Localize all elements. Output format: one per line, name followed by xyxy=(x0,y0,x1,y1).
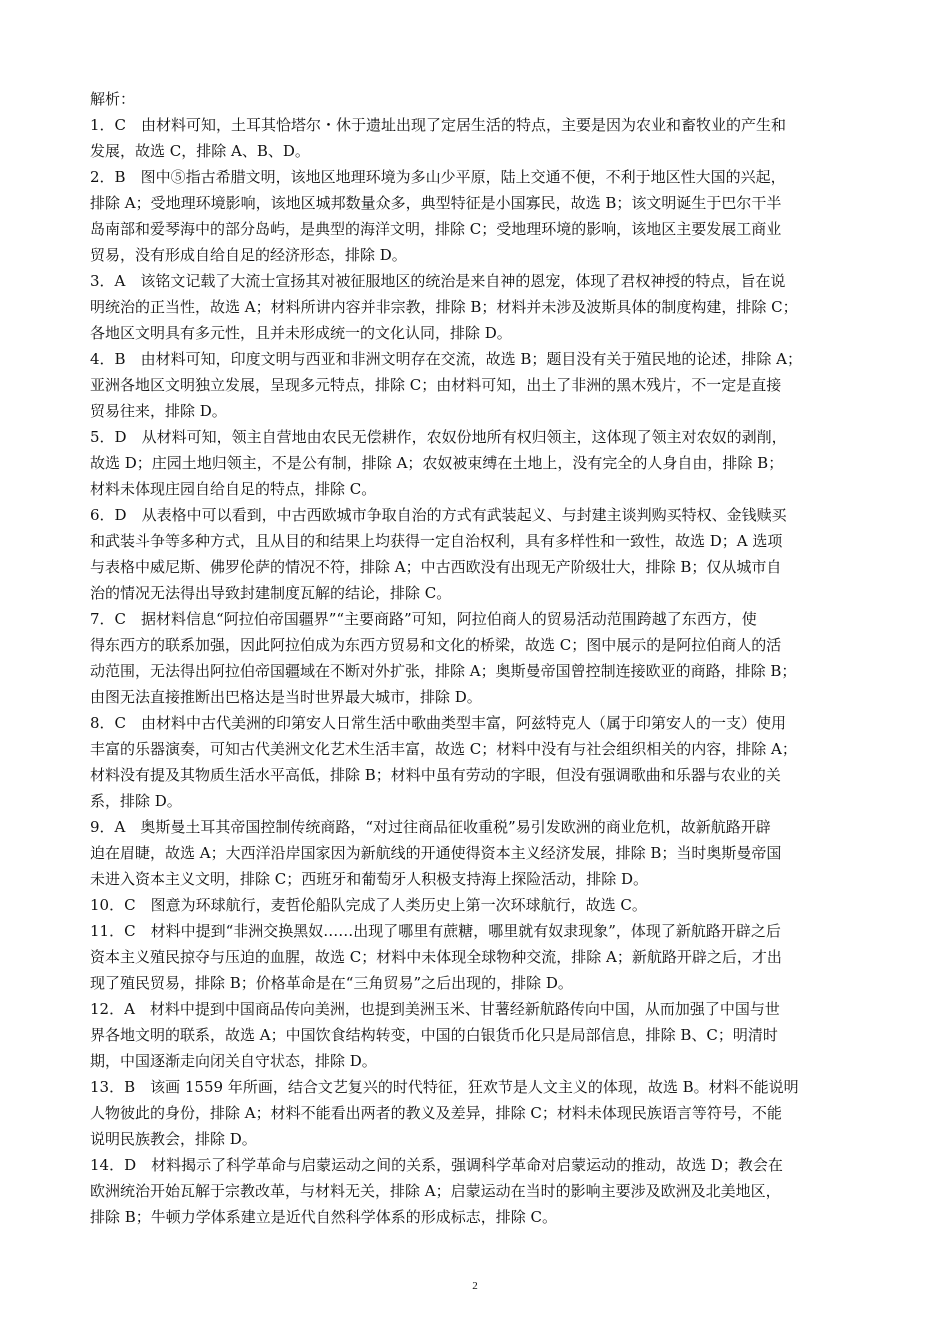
answer-item xyxy=(90,268,862,346)
answer-line: 材料没有提及其物质生活水平高低，排除 B；材料中虽有劳动的字眼，但没有强调歌曲和乐器与农业的关 xyxy=(90,766,781,784)
answer-item xyxy=(90,996,862,1074)
answer-line: 5．D 从材料可知，领主自营地由农民无偿耕作，农奴份地所有权归领主，这体现了领主对农奴的剥削， xyxy=(90,428,787,446)
answer-line: 与表格中威尼斯、佛罗伦萨的情况不符，排除 A；中古西欧没有出现无产阶级壮大，排除 B；仅从城市自 xyxy=(90,558,782,576)
answer-line: 未进入资本主义文明，排除 C；西班牙和葡萄牙人积极支持海上探险活动，排除 D。 xyxy=(90,870,649,888)
answer-item xyxy=(90,918,862,996)
answer-line: 界各地文明的联系，故选 A；中国饮食结构转变，中国的白银货币化只是局部信息，排除 B、C；明清时 xyxy=(90,1026,778,1044)
answer-item xyxy=(90,112,862,164)
answer-line: 和武装斗争等多种方式，且从目的和结果上均获得一定自治权利，具有多样性和一致性，故选 D；A 选项 xyxy=(90,532,783,550)
answer-line: 动范围，无法得出阿拉伯帝国疆域在不断对外扩张，排除 A；奥斯曼帝国曾控制连接欧亚的商路，排除 B； xyxy=(90,662,797,680)
answer-line: 8．C 由材料中古代美洲的印第安人日常生活中歌曲类型丰富，阿兹特克人（属于印第安人的一支）使用 xyxy=(90,714,787,732)
answer-line: 3．A 该铭文记载了大流士宣扬其对被征服地区的统治是来自神的恩宠，体现了君权神授的特点，旨在说 xyxy=(90,272,786,290)
answer-item xyxy=(90,502,862,606)
answer-line: 10．C 图意为环球航行，麦哲伦船队完成了人类历史上第一次环球航行，故选 C。 xyxy=(90,896,647,914)
answer-line: 资本主义殖民掠夺与压迫的血腥，故选 C；材料中未体现全球物种交流，排除 A；新航路开辟之后，才出 xyxy=(90,948,782,966)
answer-line: 2．B 图中⑤指古希腊文明，该地区地理环境为多山少平原，陆上交通不便，不利于地区性大国的兴起， xyxy=(90,168,786,186)
answer-line: 材料未体现庄园自给自足的特点，排除 C。 xyxy=(90,480,377,498)
answer-line: 期，中国逐渐走向闭关自守状态，排除 D。 xyxy=(90,1052,377,1070)
answer-line: 排除 A；受地理环境影响，该地区城邦数量众多，典型特征是小国寡民，故选 B；该文明诞生于巴尔干半 xyxy=(90,194,782,212)
page-number: 2 xyxy=(472,1280,478,1292)
answer-item xyxy=(90,606,862,710)
answer-line: 1．C 由材料可知，土耳其恰塔尔・休于遗址出现了定居生活的特点，主要是因为农业和畜牧业的产生和 xyxy=(90,116,787,134)
answer-line: 故选 D；庄园土地归领主，不是公有制，排除 A；农奴被束缚在土地上，没有完全的人身自由，排除 B； xyxy=(90,454,784,472)
answer-item xyxy=(90,814,862,892)
answer-line: 6．D 从表格中可以看到，中古西欧城市争取自治的方式有武装起义、与封建主谈判购买特权、金钱赎买 xyxy=(90,506,787,524)
answer-line: 排除 B；牛顿力学体系建立是近代自然科学体系的形成标志，排除 C。 xyxy=(90,1208,558,1226)
answer-line: 明统治的正当性，故选 A；材料所讲内容并非宗教，排除 B；材料并未涉及波斯具体的制度构建，排除 C； xyxy=(90,298,798,316)
answer-line: 各地区文明具有多元性，且并未形成统一的文化认同，排除 D。 xyxy=(90,324,512,342)
answer-line: 岛南部和爱琴海中的部分岛屿，是典型的海洋文明，排除 C；受地理环境的影响，该地区主要发展工商业 xyxy=(90,220,782,238)
answer-item xyxy=(90,346,862,424)
answer-line: 4．B 由材料可知，印度文明与西亚和非洲文明存在交流，故选 B；题目没有关于殖民地的论述，排除 A； xyxy=(90,350,802,368)
answer-item xyxy=(90,1152,862,1230)
answer-line: 7．C 据材料信息“阿拉伯帝国疆界”“主要商路”可知，阿拉伯商人的贸易活动范围跨越了东西方，使 xyxy=(90,610,757,628)
answer-line: 迫在眉睫，故选 A；大西洋沿岸国家因为新航线的开通使得资本主义经济发展，排除 B；当时奥斯曼帝国 xyxy=(90,844,782,862)
document-body xyxy=(90,86,862,1230)
answer-line: 13．B 该画 1559 年所画，结合文艺复兴的时代特征，狂欢节是人文主义的体现，故选 B。材料不能说明 xyxy=(90,1078,799,1096)
answer-item xyxy=(90,164,862,268)
answer-item xyxy=(90,1074,862,1152)
answer-line: 贸易，没有形成自给自足的经济形态，排除 D。 xyxy=(90,246,407,264)
answer-line: 丰富的乐器演奏，可知古代美洲文化艺术生活丰富，故选 C；材料中没有与社会组织相关的内容，排除 A； xyxy=(90,740,797,758)
answer-item xyxy=(90,892,862,918)
answer-item xyxy=(90,424,862,502)
answer-line: 治的情况无法得出导致封建制度瓦解的结论，排除 C。 xyxy=(90,584,452,602)
answer-line: 由图无法直接推断出巴格达是当时世界最大城市，排除 D。 xyxy=(90,688,482,706)
answer-line: 11．C 材料中提到“非洲交换黑奴……出现了哪里有蔗糖，哪里就有奴隶现象”，体现了新航路开辟之后 xyxy=(90,922,781,940)
answer-line: 发展，故选 C，排除 A、B、D。 xyxy=(90,142,310,160)
answer-line: 系，排除 D。 xyxy=(90,792,182,810)
answer-line: 欧洲统治开始瓦解于宗教改革，与材料无关，排除 A；启蒙运动在当时的影响主要涉及欧洲及北美地区， xyxy=(90,1182,781,1200)
answer-line: 现了殖民贸易，排除 B；价格革命是在“三角贸易”之后出现的，排除 D。 xyxy=(90,974,573,992)
answer-line: 亚洲各地区文明独立发展，呈现多元特点，排除 C；由材料可知，出土了非洲的黑木残片，不一定是直接 xyxy=(90,376,782,394)
analysis-heading: 解析： xyxy=(90,90,136,108)
answer-line: 12．A 材料中提到中国商品传向美洲，也提到美洲玉米、甘薯经新航路传向中国，从而加强了中国与世 xyxy=(90,1000,780,1018)
answer-line: 14．D 材料揭示了科学革命与启蒙运动之间的关系，强调科学革命对启蒙运动的推动，故选 D；教会在 xyxy=(90,1156,783,1174)
answer-line: 得东西方的联系加强，因此阿拉伯成为东西方贸易和文化的桥梁，故选 C；图中展示的是阿拉伯商人的活 xyxy=(90,636,782,654)
answer-line: 说明民族教会，排除 D。 xyxy=(90,1130,257,1148)
answer-line: 人物彼此的身份，排除 A；材料不能看出两者的教义及差异，排除 C；材料未体现民族语言等符号，不能 xyxy=(90,1104,782,1122)
answer-list xyxy=(90,112,862,1230)
answer-line: 9．A 奥斯曼土耳其帝国控制传统商路，“对过往商品征收重税”易引发欧洲的商业危机，故新航路开辟 xyxy=(90,818,771,836)
answer-line: 贸易往来，排除 D。 xyxy=(90,402,227,420)
answer-item xyxy=(90,710,862,814)
